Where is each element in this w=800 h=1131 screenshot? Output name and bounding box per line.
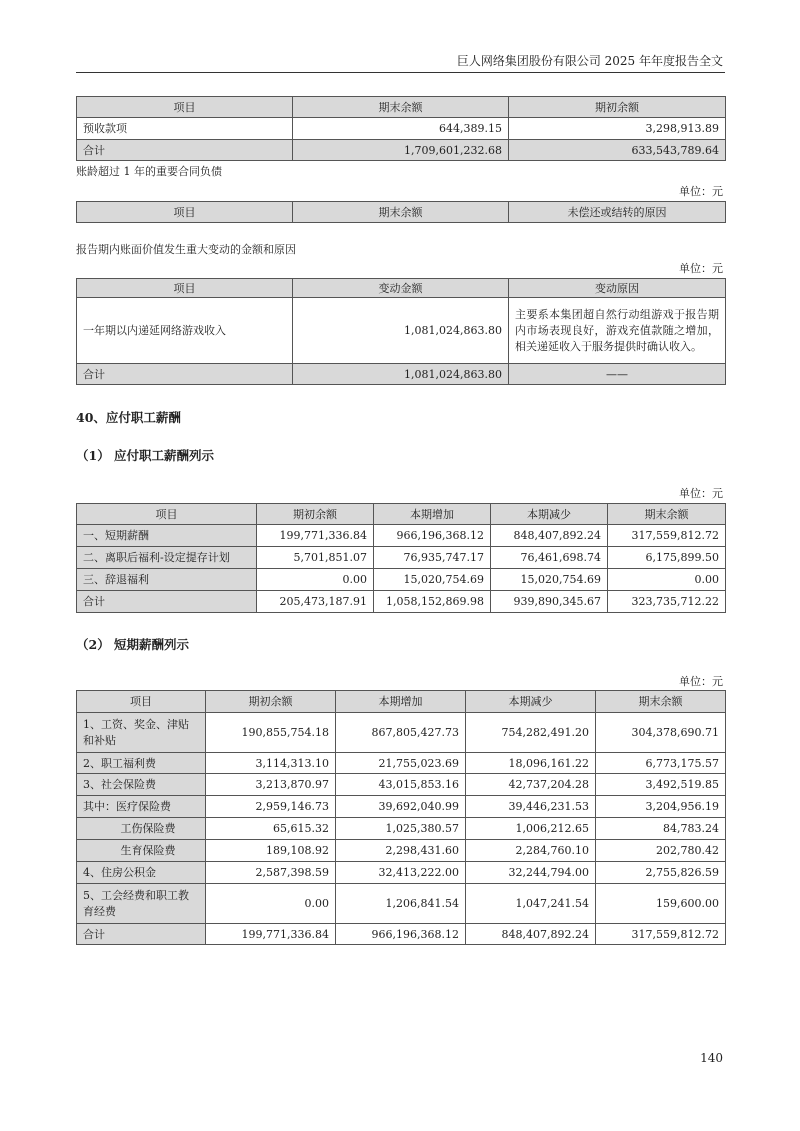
col-header: 项目 [77, 97, 293, 118]
table-row [77, 298, 726, 364]
row-label: 合计 [77, 140, 293, 161]
cell-value: 2,298,431.60 [336, 840, 466, 862]
col-header: 期初余额 [206, 691, 336, 713]
row-label: 三、辞退福利 [77, 569, 257, 591]
cell-value: 6,773,175.57 [596, 753, 726, 774]
row-label: 3、社会保险费 [77, 774, 206, 796]
cell-value: 205,473,187.91 [257, 591, 374, 613]
table-row [77, 862, 726, 884]
table-row [77, 547, 726, 569]
cell-value: 1,006,212.65 [466, 818, 596, 840]
cell-value: 190,855,754.18 [206, 713, 336, 753]
cell-value: 42,737,204.28 [466, 774, 596, 796]
col-header: 期初余额 [509, 97, 726, 118]
unit-label: 单位：元 [679, 185, 723, 198]
col-header: 未偿还或结转的原因 [509, 202, 726, 223]
aging-liability-table [76, 201, 726, 223]
cell-value: 1,081,024,863.80 [293, 298, 509, 364]
unit-label: 单位：元 [679, 487, 723, 500]
cell-value: 1,058,152,869.98 [374, 591, 491, 613]
col-header: 本期增加 [374, 504, 491, 525]
table-row [77, 140, 726, 161]
row-label: 4、住房公积金 [77, 862, 206, 884]
unit-label: 单位：元 [679, 675, 723, 688]
cell-value: 6,175,899.50 [608, 547, 726, 569]
table-row [77, 818, 726, 840]
cell-value: 1,047,241.54 [466, 884, 596, 924]
row-label: 一、短期薪酬 [77, 525, 257, 547]
employee-compensation-table [76, 503, 726, 613]
cell-value: 3,298,913.89 [509, 118, 726, 140]
cell-value: 3,114,313.10 [206, 753, 336, 774]
col-header: 期末余额 [293, 202, 509, 223]
col-header: 本期增加 [336, 691, 466, 713]
table-row [77, 118, 726, 140]
header-divider [76, 72, 725, 73]
cell-value: 848,407,892.24 [466, 924, 596, 945]
unit-label: 单位：元 [679, 262, 723, 275]
col-header: 期末余额 [293, 97, 509, 118]
cell-value: 2,284,760.10 [466, 840, 596, 862]
table-row [77, 569, 726, 591]
cell-value: 21,755,023.69 [336, 753, 466, 774]
cell-value: 304,378,690.71 [596, 713, 726, 753]
change-reason: 主要系本集团超自然行动组游戏于报告期内市场表现良好，游戏充值款随之增加，相关递延收入于服务提供时确认收入。 [509, 298, 726, 364]
cell-value: 0.00 [257, 569, 374, 591]
table-row [77, 713, 726, 753]
cell-value: 323,735,712.22 [608, 591, 726, 613]
col-header: 期末余额 [608, 504, 726, 525]
cell-value: 32,413,222.00 [336, 862, 466, 884]
col-header: 项目 [77, 202, 293, 223]
row-label: 工伤保险费 [77, 818, 206, 840]
col-header: 项目 [77, 504, 257, 525]
contract-liability-table [76, 96, 726, 161]
col-header: 本期减少 [491, 504, 608, 525]
row-label: 1、工资、奖金、津贴和补贴 [77, 713, 206, 753]
cell-value: 18,096,161.22 [466, 753, 596, 774]
row-label: 其中：医疗保险费 [77, 796, 206, 818]
cell-value: 199,771,336.84 [206, 924, 336, 945]
change-note: 报告期内账面价值发生重大变动的金额和原因 [76, 243, 296, 256]
cell-value: 848,407,892.24 [491, 525, 608, 547]
cell-value: 633,543,789.64 [509, 140, 726, 161]
cell-value: 0.00 [608, 569, 726, 591]
cell-value: 1,206,841.54 [336, 884, 466, 924]
table-row [77, 884, 726, 924]
material-change-table [76, 278, 726, 385]
cell-value: 1,081,024,863.80 [293, 364, 509, 385]
cell-value: 202,780.42 [596, 840, 726, 862]
row-label: 5、工会经费和职工教育经费 [77, 884, 206, 924]
col-header: 项目 [77, 691, 206, 713]
cell-value: 3,492,519.85 [596, 774, 726, 796]
cell-value: 43,015,853.16 [336, 774, 466, 796]
cell-value: 3,204,956.19 [596, 796, 726, 818]
cell-value: 32,244,794.00 [466, 862, 596, 884]
row-label: 合计 [77, 364, 293, 385]
col-header: 期末余额 [596, 691, 726, 713]
table-row [77, 364, 726, 385]
subsection-heading: （2） 短期薪酬列示 [76, 637, 190, 652]
table-row [77, 840, 726, 862]
cell-value: 2,755,826.59 [596, 862, 726, 884]
col-header: 变动原因 [509, 279, 726, 298]
section-heading: 40、应付职工薪酬 [76, 410, 181, 425]
report-header-title: 巨人网络集团股份有限公司 2025 年年度报告全文 [456, 54, 723, 68]
cell-value: 15,020,754.69 [491, 569, 608, 591]
cell-value: —— [509, 364, 726, 385]
table-row [77, 924, 726, 945]
row-label: 合计 [77, 591, 257, 613]
col-header: 变动金额 [293, 279, 509, 298]
cell-value: 754,282,491.20 [466, 713, 596, 753]
cell-value: 1,025,380.57 [336, 818, 466, 840]
row-label: 2、职工福利费 [77, 753, 206, 774]
table-row [77, 591, 726, 613]
cell-value: 65,615.32 [206, 818, 336, 840]
cell-value: 2,959,146.73 [206, 796, 336, 818]
cell-value: 76,461,698.74 [491, 547, 608, 569]
row-label: 二、离职后福利-设定提存计划 [77, 547, 257, 569]
cell-value: 966,196,368.12 [336, 924, 466, 945]
aging-note: 账龄超过 1 年的重要合同负债 [76, 165, 222, 178]
cell-value: 199,771,336.84 [257, 525, 374, 547]
cell-value: 966,196,368.12 [374, 525, 491, 547]
row-label: 合计 [77, 924, 206, 945]
cell-value: 1,709,601,232.68 [293, 140, 509, 161]
col-header: 期初余额 [257, 504, 374, 525]
cell-value: 159,600.00 [596, 884, 726, 924]
cell-value: 39,446,231.53 [466, 796, 596, 818]
cell-value: 84,783.24 [596, 818, 726, 840]
table-row [77, 525, 726, 547]
cell-value: 76,935,747.17 [374, 547, 491, 569]
cell-value: 939,890,345.67 [491, 591, 608, 613]
table-row [77, 796, 726, 818]
row-label: 预收款项 [77, 118, 293, 140]
cell-value: 644,389.15 [293, 118, 509, 140]
row-label: 生育保险费 [77, 840, 206, 862]
short-term-compensation-table [76, 690, 726, 945]
cell-value: 317,559,812.72 [596, 924, 726, 945]
table-row [77, 774, 726, 796]
cell-value: 317,559,812.72 [608, 525, 726, 547]
cell-value: 5,701,851.07 [257, 547, 374, 569]
cell-value: 189,108.92 [206, 840, 336, 862]
cell-value: 867,805,427.73 [336, 713, 466, 753]
row-label: 一年期以内递延网络游戏收入 [77, 298, 293, 364]
page-number: 140 [700, 1051, 723, 1065]
cell-value: 39,692,040.99 [336, 796, 466, 818]
cell-value: 2,587,398.59 [206, 862, 336, 884]
cell-value: 3,213,870.97 [206, 774, 336, 796]
cell-value: 0.00 [206, 884, 336, 924]
table-row [77, 753, 726, 774]
col-header: 本期减少 [466, 691, 596, 713]
cell-value: 15,020,754.69 [374, 569, 491, 591]
subsection-heading: （1） 应付职工薪酬列示 [76, 448, 215, 463]
col-header: 项目 [77, 279, 293, 298]
